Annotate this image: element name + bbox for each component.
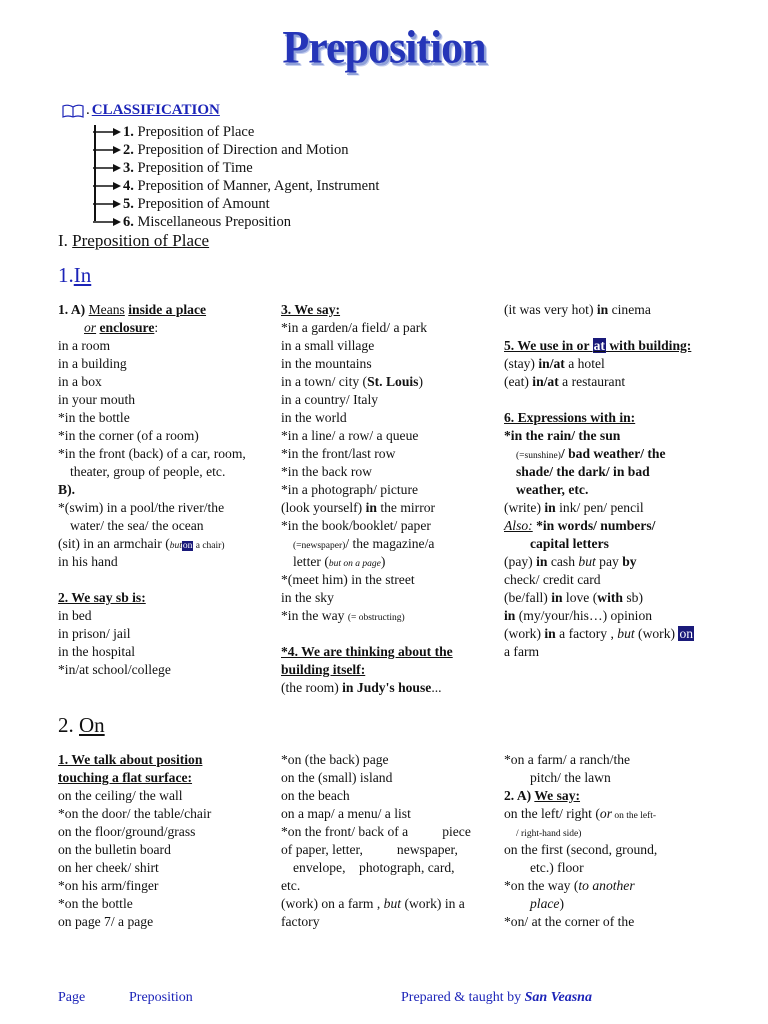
on-column-1: 1. We talk about position touching a flat surface: on the ceiling/ the wall *on the door/ the table/chair on the floor/ground/grass on the bulletin board on her cheek/ shirt *on his arm/finger *on the bottle on page 7/ a page <box>58 751 273 931</box>
classification-list <box>93 123 379 231</box>
in-column-1: 1. A) Means inside a place or enclosure: in a room in a building in a box in your mouth *in the bottle *in the corner (of a room) *in the front (back) of a car, room, theater, group of people, etc. B). *(swim) in a pool/the river/the water/ the sea/ the ocean (sit) in an armchair (buton a chair) in his hand 2. We say sb is: in bed in prison/ jail in the hospital *in/at school/college <box>58 301 273 679</box>
in-heading: 1.In <box>58 263 92 287</box>
arrow-right-icon <box>93 145 121 155</box>
in-column-2: 3. We say: *in a garden/a field/ a park in a small village in the mountains in a town/ city (St. Louis) in a country/ Italy in the world *in a line/ a row/ a queue *in the front/last row *in the back row *in a photograph/ picture (look yourself) in the mirror *in the book/booklet/ paper (=newspaper)/ the magazine/a letter (but on a page) *(meet him) in the street in the sky *in the way (= obstructing) *4. We are thinking about the building itself: (the room) in Judy's house... <box>281 302 453 695</box>
classification-item: 3. Preposition of Time <box>93 159 379 177</box>
classification-item: 5. Preposition of Amount <box>93 195 379 213</box>
arrow-right-icon <box>93 181 121 191</box>
list-item: on the ceiling/ the wall <box>58 788 183 803</box>
list-item: *on his arm/finger <box>58 878 159 893</box>
list-item: *in the bottle <box>58 410 130 425</box>
list-item: *in/at school/college <box>58 662 171 677</box>
book-icon <box>62 104 84 118</box>
classification-item: 2. Preposition of Direction and Motion <box>93 141 379 159</box>
classification-item: 6. Miscellaneous Preposition <box>93 213 379 231</box>
classification-item: 1. Preposition of Place <box>93 123 379 141</box>
list-item: in a box <box>58 374 102 389</box>
list-item: in prison/ jail <box>58 626 131 641</box>
list-item: *on the door/ the table/chair <box>58 806 212 821</box>
list-item: on her cheek/ shirt <box>58 860 159 875</box>
list-item: theater, group of people, etc. <box>70 464 226 479</box>
list-item: in a room <box>58 338 111 353</box>
list-item: in your mouth <box>58 392 136 407</box>
footer-credit: Prepared & taught by San Veasna <box>401 990 592 1005</box>
in-column-3: (it was very hot) in cinema 5. We use in or at with building: (stay) in/at a hotel (eat) in/at a restaurant 6. Expressions with in: *in the rain/ the sun (=sunshine)/ bad weather/ the shade/ the dark/ in bad weather, etc. (write) in ink/ pen/ pencil Also: *in words/ numbers/ capital letters (pay) in cash but pay by check/ credit card (be/fall) in love (with sb) in (my/your/his…) opinion (work) in a factory , but (work) on a farm <box>504 302 694 659</box>
list-item: in bed <box>58 608 92 623</box>
footer-page: Page <box>58 990 86 1005</box>
on-heading: 2. On <box>58 713 105 737</box>
on-column-3: *on a farm/ a ranch/the pitch/ the lawn 2. A) We say: on the left/ right (or on the left- / right-hand side) on the first (second, ground, etc.) floor *on the way (to another place) *on/ at the corner of the <box>504 752 658 929</box>
section-heading: I. Preposition of Place <box>58 231 210 250</box>
list-item: *in the corner (of a room) <box>58 428 199 443</box>
page-title: Preposition <box>282 21 486 74</box>
classification-label: CLASSIFICATION <box>91 102 220 118</box>
list-item: on the floor/ground/grass <box>58 824 196 839</box>
list-item: on page 7/ a page <box>58 914 154 929</box>
classification-heading: . CLASSIFICATION <box>62 102 220 119</box>
list-item: in a building <box>58 356 127 371</box>
classification-item: 4. Preposition of Manner, Agent, Instrument <box>93 177 379 195</box>
list-item: *in the front (back) of a car, room, <box>58 446 246 461</box>
on-column-2: *on (the back) page on the (small) island on the beach on a map/ a menu/ a list *on the front/ back of a piece of paper, letter, newspaper, envelope, photograph, card, etc. (work) on a farm , but (work) in a factory <box>281 752 471 929</box>
arrow-right-icon <box>93 163 121 173</box>
footer-subject: Preposition <box>129 990 193 1005</box>
list-item: *on the bottle <box>58 896 133 911</box>
arrow-right-icon <box>93 127 121 137</box>
arrow-right-icon <box>93 199 121 209</box>
arrow-right-icon <box>93 217 121 227</box>
list-item: on the bulletin board <box>58 842 171 857</box>
list-item: in the hospital <box>58 644 136 659</box>
